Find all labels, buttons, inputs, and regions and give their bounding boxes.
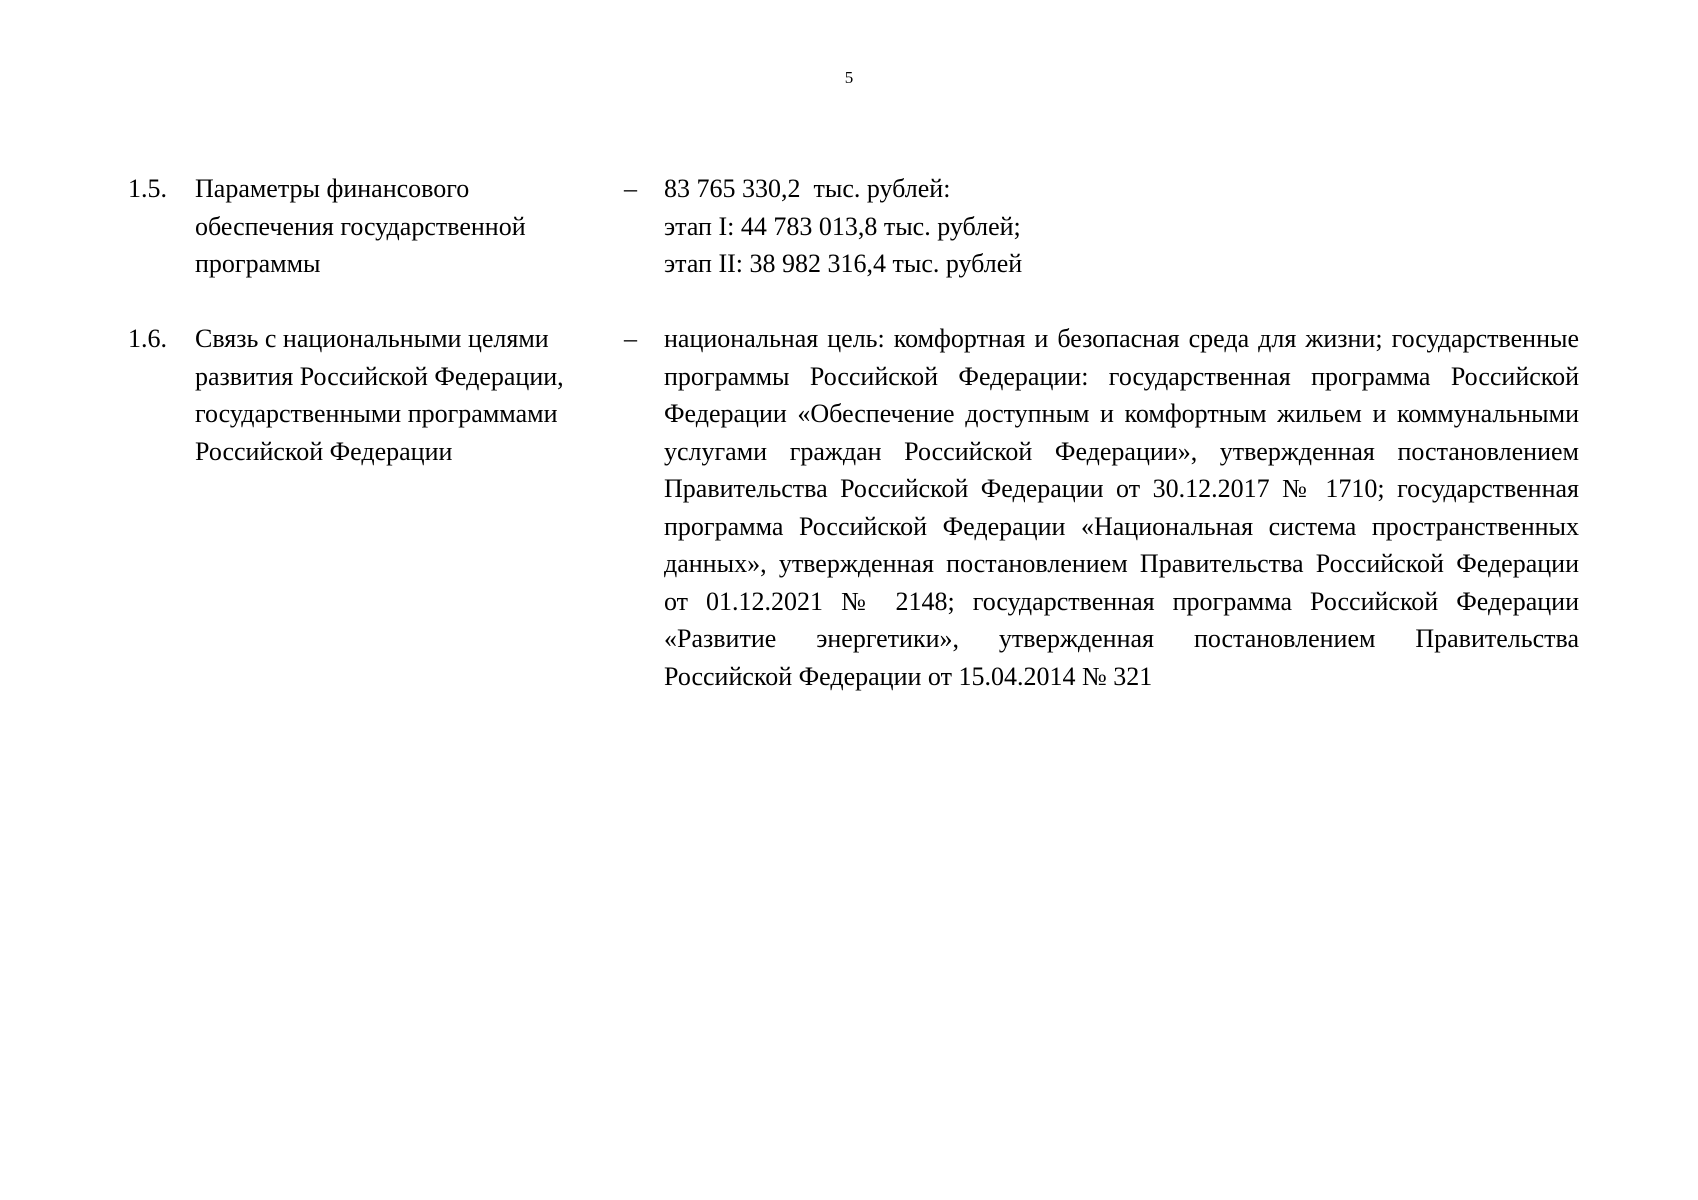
section-label-line: обеспечения государственной (195, 211, 526, 241)
page-number: 5 (844, 68, 854, 87)
financing-stage-2: этап II: 38 982 316,4 тыс. рублей (664, 249, 1023, 278)
section-number: 1.6. (128, 324, 167, 353)
section-label-line: Параметры финансового (195, 174, 470, 203)
section-label-line: программы (195, 249, 321, 278)
section-label-line: Связь с национальными целями (195, 324, 549, 353)
section-number: 1.5. (128, 174, 167, 203)
section-label (195, 170, 625, 283)
section-label-line: государственными программами (195, 399, 558, 428)
section-value (664, 170, 1579, 283)
section-dash: – (624, 324, 637, 353)
financing-stage-1: этап I: 44 783 013,8 тыс. рублей; (664, 211, 1021, 241)
section-label-line: развития Российской Федерации, (195, 361, 564, 391)
section-dash: – (624, 174, 637, 203)
section-value-text: национальная цель: комфортная и безопасная среда для жизни; государственные программы Российской Федерации: государственная программа Российской Федерации «Обеспечение доступным и комфортным жильем и коммунальными услугами граждан Российской Федерации», утвержденная постановлением Правительства Российской Федерации от 30.12.2017 № 1710; государственная программа Российской Федерации «Национальная система пространственных данных», утвержденная постановлением Правительства Российской Федерации от 01.12.2021 № 2148; государственная программа Российской Федерации «Развитие энергетики», утвержденная постановлением Правительства Российской Федерации от 15.04.2014 № 321 (664, 324, 1579, 691)
section-label-line: Российской Федерации (195, 436, 453, 466)
financing-total: 83 765 330,2 тыс. рублей: (664, 174, 951, 203)
section-label (195, 320, 625, 470)
